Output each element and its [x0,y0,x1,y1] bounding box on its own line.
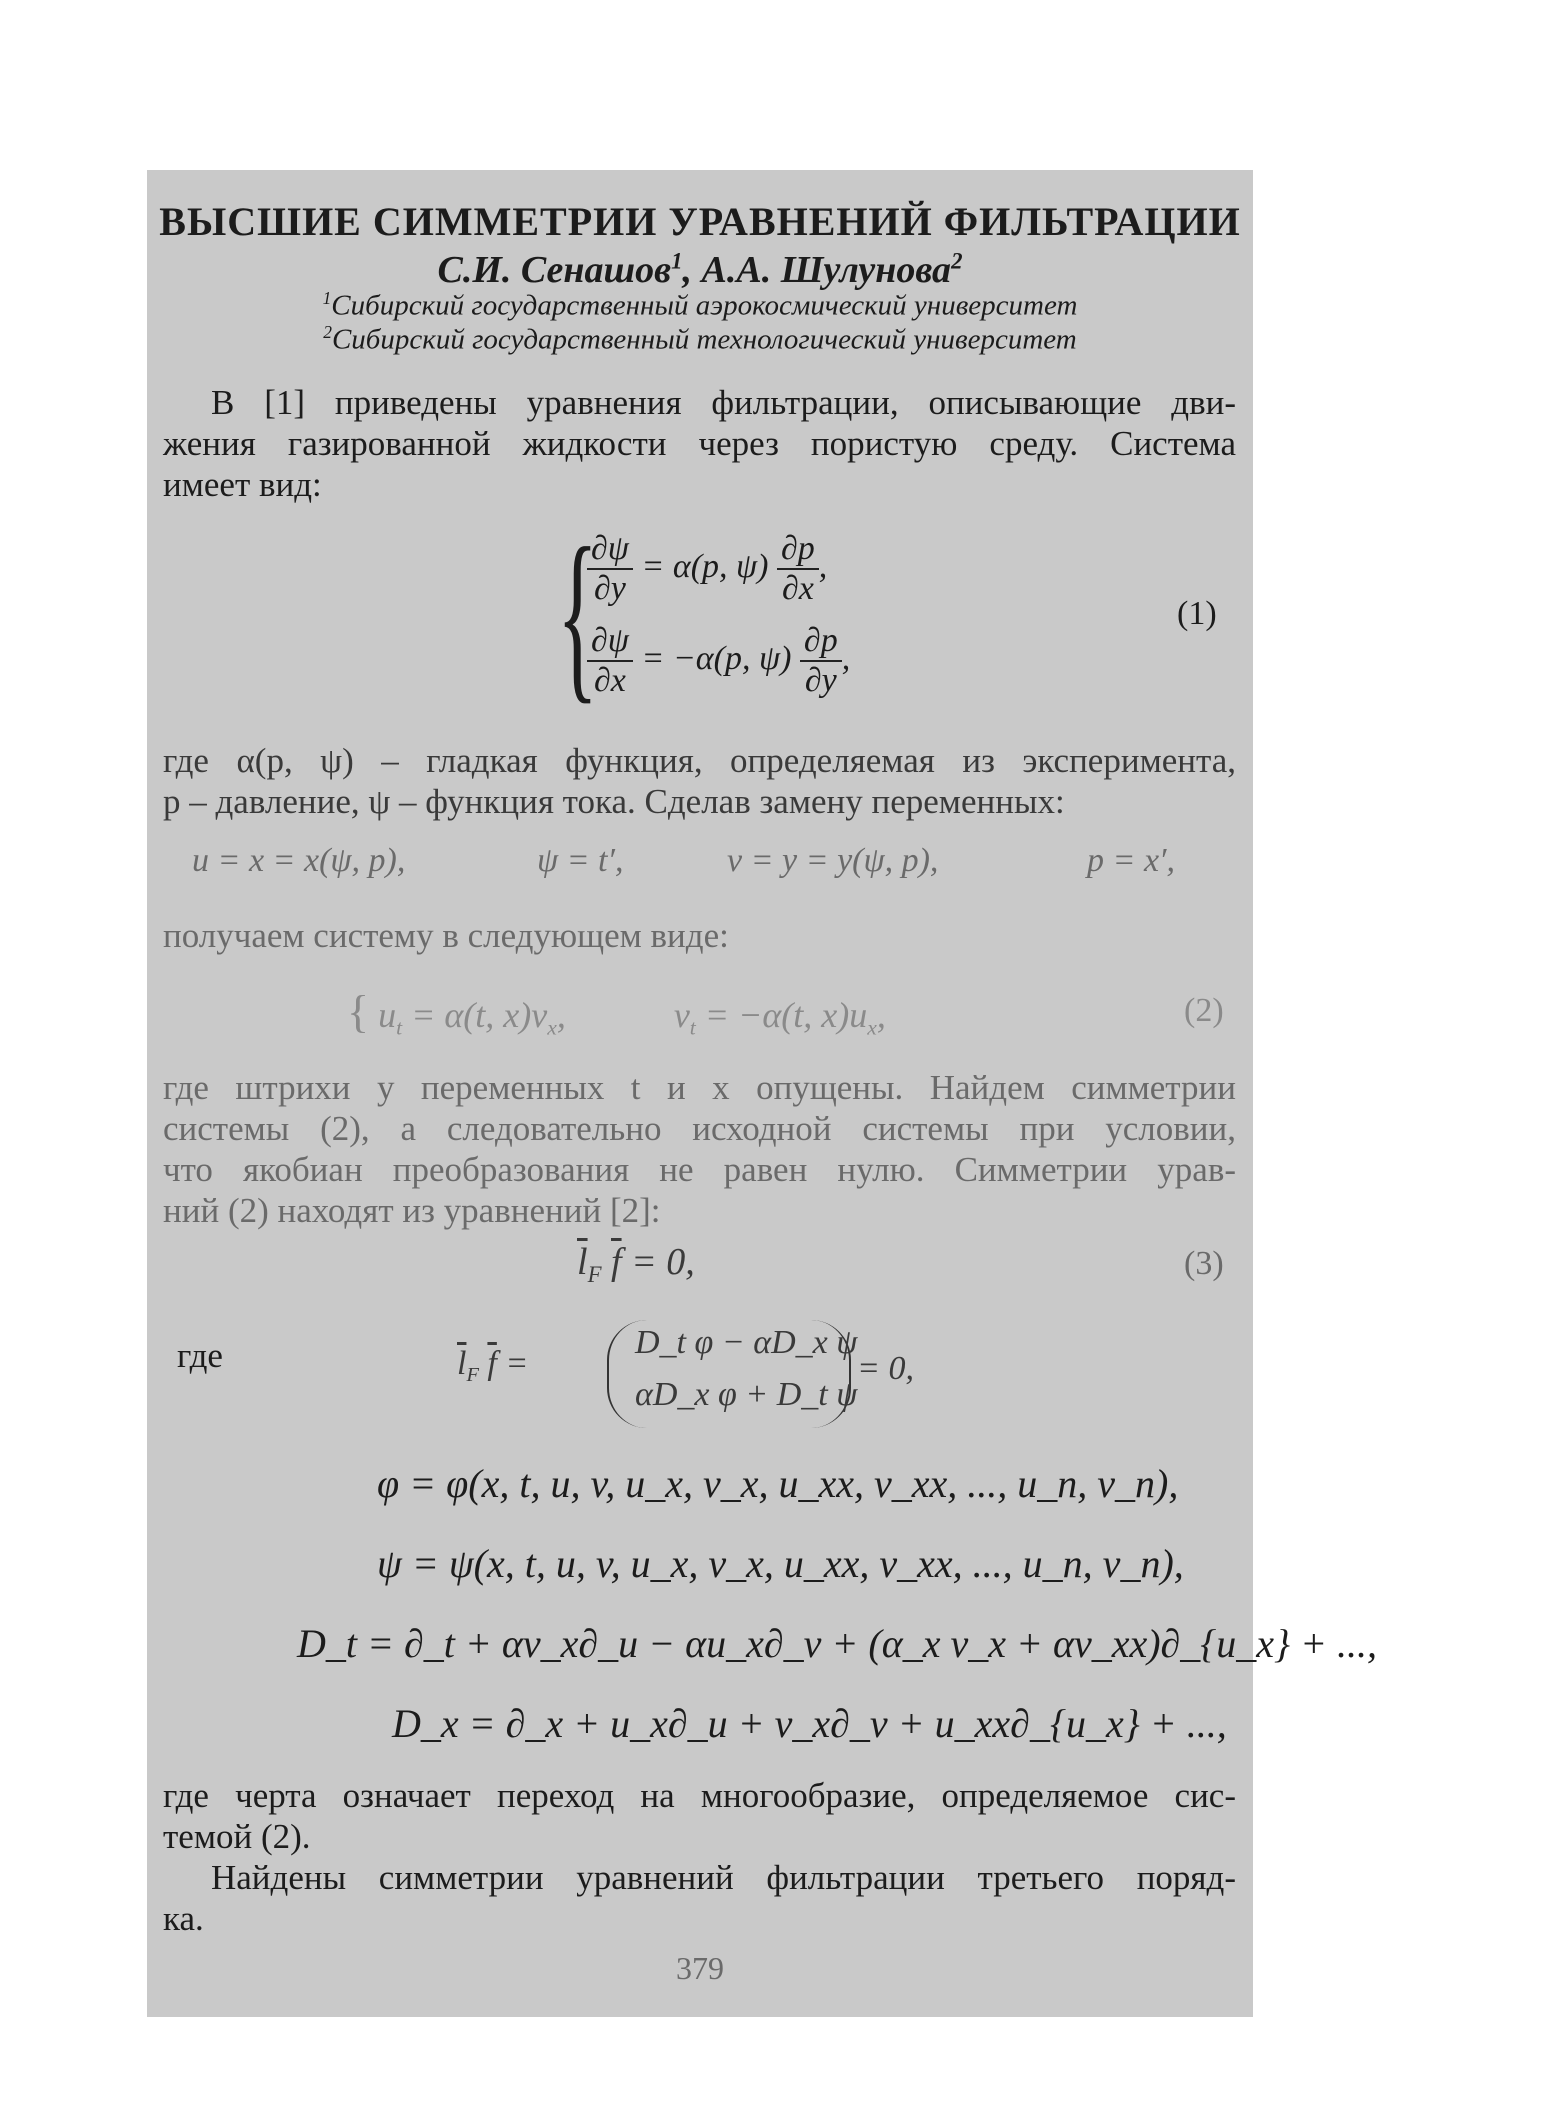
affiliation-2: $^2$Сибирский государственный технологический университет [323,322,1077,356]
closing-paragraph: где черта означает переход на многообразие, определяемое сис- темой (2). Найдены симметрии уравнений фильтрации третьего поряд- ка. [163,1776,1236,1938]
author-1: С.И. Сенашов [437,249,672,291]
equation-4: $\overline{l}_F$ $\overline{f}$ = D_t φ − αD_x ψ αD_x φ + D_t ψ = 0, [457,1320,1017,1430]
system-intro: получаем систему в следующем виде: [163,916,729,955]
page-number: 379 [676,1950,724,1986]
equation-1-number: (1) [1177,595,1217,632]
eq1-explanation: где α(p, ψ) – гладкая функция, определяемая из эксперимента, p – давление, ψ – функция тока. Сделав замену переменных: [163,741,1236,821]
equation-2: { $u_t = \alpha(t$, $x)v_x$, $v_t = -\alpha(t$, $x)u_x$, [347,986,886,1040]
substitution-s2: ψ = t′, [537,842,624,879]
def-phi: φ = φ(x, t, u, v, u_x, v_x, u_xx, v_xx, ..., u_n, v_n), [377,1461,1179,1506]
eq2-explanation: где штрихи у переменных t и x опущены. Найдем симметрии системы (2), а следовательно исходной системы при условии, что якобиан преобразования не равен нулю. Симметрии урав- ний (2) находят из уравнений [2]: [163,1068,1236,1230]
def-Dx: D_x = ∂_x + u_x∂_u + v_x∂_v + u_xx∂_{u_x} + ..., [392,1701,1227,1746]
def-Dt: D_t = ∂_t + αv_x∂_u − αu_x∂_v + (α_x v_x + αv_xx)∂_{u_x} + ..., [297,1621,1378,1666]
equation-3: $\overline{l}_F$ $\overline{f} = 0$, [577,1241,695,1287]
paper-title: ВЫСШИЕ СИММЕТРИИ УРАВНЕНИЙ ФИЛЬТРАЦИИ [159,199,1241,244]
affiliation-1: $^1$Сибирский государственный аэрокосмический университет [322,288,1078,322]
substitution-s1: u = x = x(ψ, p), [192,842,406,879]
equation-3-number: (3) [1184,1245,1224,1282]
equation-1: { $\frac{\partial\psi}{\partial y}$ = α(p, ψ) $\frac{\partial p}{\partial x}$ , $\frac{\partial\psi}{\partial x}$ = −α(p, ψ) $\frac{\partial p}{\partial y}$ , [557,510,851,720]
author-2: А.А. Шулунова [701,249,952,291]
substitution-s3: v = y = y(ψ, p), [727,842,939,879]
page-sheet [147,170,1378,2017]
equation-2-number: (2) [1184,992,1224,1029]
def-psi: ψ = ψ(x, t, u, v, u_x, v_x, u_xx, v_xx, ..., u_n, v_n), [377,1541,1184,1586]
substitution-s4: p = x′, [1087,842,1175,879]
intro-paragraph: В [1] приведены уравнения фильтрации, описывающие дви- жения газированной жидкости через пористую среду. Система имеет вид: [163,383,1236,504]
where-label: где [177,1336,223,1375]
authors: С.И. Сенашов$^1$, А.А. Шулунова$^2$ [437,248,963,291]
